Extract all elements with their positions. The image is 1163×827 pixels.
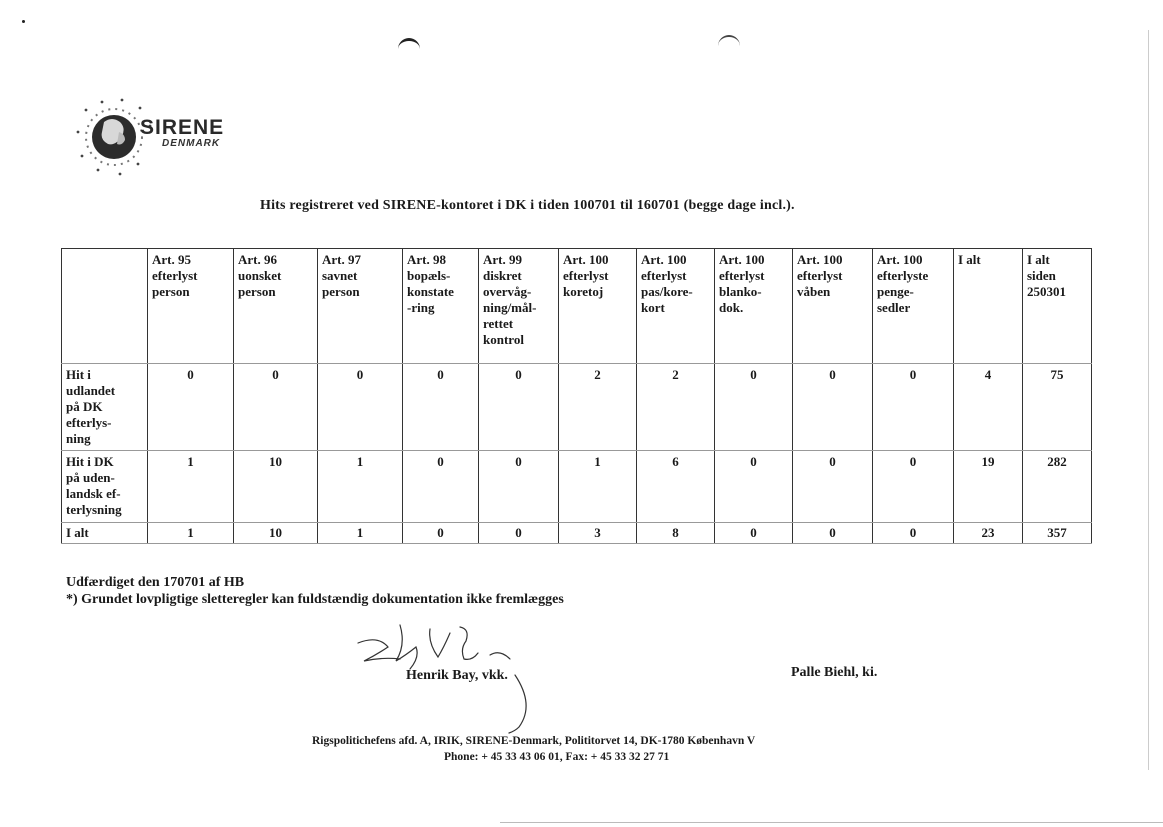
contact-line: Phone: + 45 33 43 06 01, Fax: + 45 33 32 27 71 [444, 751, 670, 763]
scan-edge-line [1148, 30, 1149, 770]
table-cell: 0 [403, 451, 479, 523]
table-cell: 6 [637, 451, 715, 523]
row-label: Hit i udlandet på DK efterlys- ning [62, 364, 148, 451]
signatory-right: Palle Biehl, ki. [791, 665, 878, 680]
table-cell: 0 [873, 451, 954, 523]
table-cell: 0 [715, 451, 793, 523]
table-cell: 0 [403, 523, 479, 544]
table-row [62, 451, 1092, 523]
table-cell: 0 [479, 451, 559, 523]
deletion-rules-note: *) Grundet lovpligtige sletteregler kan fuldstændig dokumentation ikke fremlægges [66, 592, 564, 607]
logo-sub-text: DENMARK [162, 138, 221, 149]
table-cell: 4 [954, 364, 1023, 451]
column-header: Art. 98 bopæls- konstate -ring [403, 249, 479, 364]
column-header: Art. 100 efterlyst våben [793, 249, 873, 364]
table-cell: 2 [637, 364, 715, 451]
column-header: Art. 100 efterlyst koretoj [559, 249, 637, 364]
table-cell: 0 [873, 523, 954, 544]
table-cell: 0 [715, 364, 793, 451]
scan-speck [22, 20, 25, 23]
table-cell: 282 [1023, 451, 1092, 523]
table-cell: 2 [559, 364, 637, 451]
table-cell: 0 [793, 523, 873, 544]
hits-table [61, 248, 1092, 544]
logo-main-text: SIRENE [140, 116, 225, 139]
table-cell: 10 [234, 523, 318, 544]
column-header: Art. 100 efterlyst pas/kore- kort [637, 249, 715, 364]
table-cell: 1 [148, 451, 234, 523]
column-header: Art. 95 efterlyst person [148, 249, 234, 364]
table-cell: 0 [234, 364, 318, 451]
column-header: Art. 96 uonsket person [234, 249, 318, 364]
document-title: Hits registreret ved SIRENE-kontoret i DK i tiden 100701 til 160701 (begge dage incl.). [260, 198, 795, 213]
row-label: I alt [62, 523, 148, 544]
punch-hole-mark [718, 35, 740, 47]
table-cell: 19 [954, 451, 1023, 523]
signatory-left: Henrik Bay, vkk. [406, 668, 508, 683]
table-cell: 0 [479, 523, 559, 544]
column-header: Art. 100 efterlyst blanko- dok. [715, 249, 793, 364]
table-cell: 23 [954, 523, 1023, 544]
address-line: Rigspolitichefens afd. A, IRIK, SIRENE-Denmark, Polititorvet 14, DK-1780 København V [312, 735, 756, 747]
table-cell: 1 [559, 451, 637, 523]
logo-wordmark [140, 118, 224, 149]
column-header: I alt [954, 249, 1023, 364]
table-cell: 1 [318, 523, 403, 544]
row-label: Hit i DK på uden- landsk ef- terlysning [62, 451, 148, 523]
table-cell: 357 [1023, 523, 1092, 544]
table-cell: 0 [793, 364, 873, 451]
table-row-total [62, 523, 1092, 544]
table-cell: 3 [559, 523, 637, 544]
column-header: Art. 100 efterlyste penge- sedler [873, 249, 954, 364]
column-header [62, 249, 148, 364]
table-cell: 0 [148, 364, 234, 451]
table-cell: 0 [873, 364, 954, 451]
table-header-row [62, 249, 1092, 364]
table-cell: 10 [234, 451, 318, 523]
column-header: I alt siden 250301 [1023, 249, 1092, 364]
column-header: Art. 99 diskret overvåg- ning/mål- rettet kontrol [479, 249, 559, 364]
table-cell: 1 [318, 451, 403, 523]
table-cell: 0 [403, 364, 479, 451]
prepared-note: Udfærdiget den 170701 af HB [66, 575, 245, 590]
table-cell: 75 [1023, 364, 1092, 451]
table-cell: 0 [479, 364, 559, 451]
table-cell: 0 [715, 523, 793, 544]
table-cell: 0 [793, 451, 873, 523]
column-header: Art. 97 savnet person [318, 249, 403, 364]
table-row [62, 364, 1092, 451]
table-cell: 1 [148, 523, 234, 544]
table-cell: 8 [637, 523, 715, 544]
punch-hole-mark [398, 38, 420, 51]
table-cell: 0 [318, 364, 403, 451]
scan-bottom-line [500, 822, 1163, 823]
